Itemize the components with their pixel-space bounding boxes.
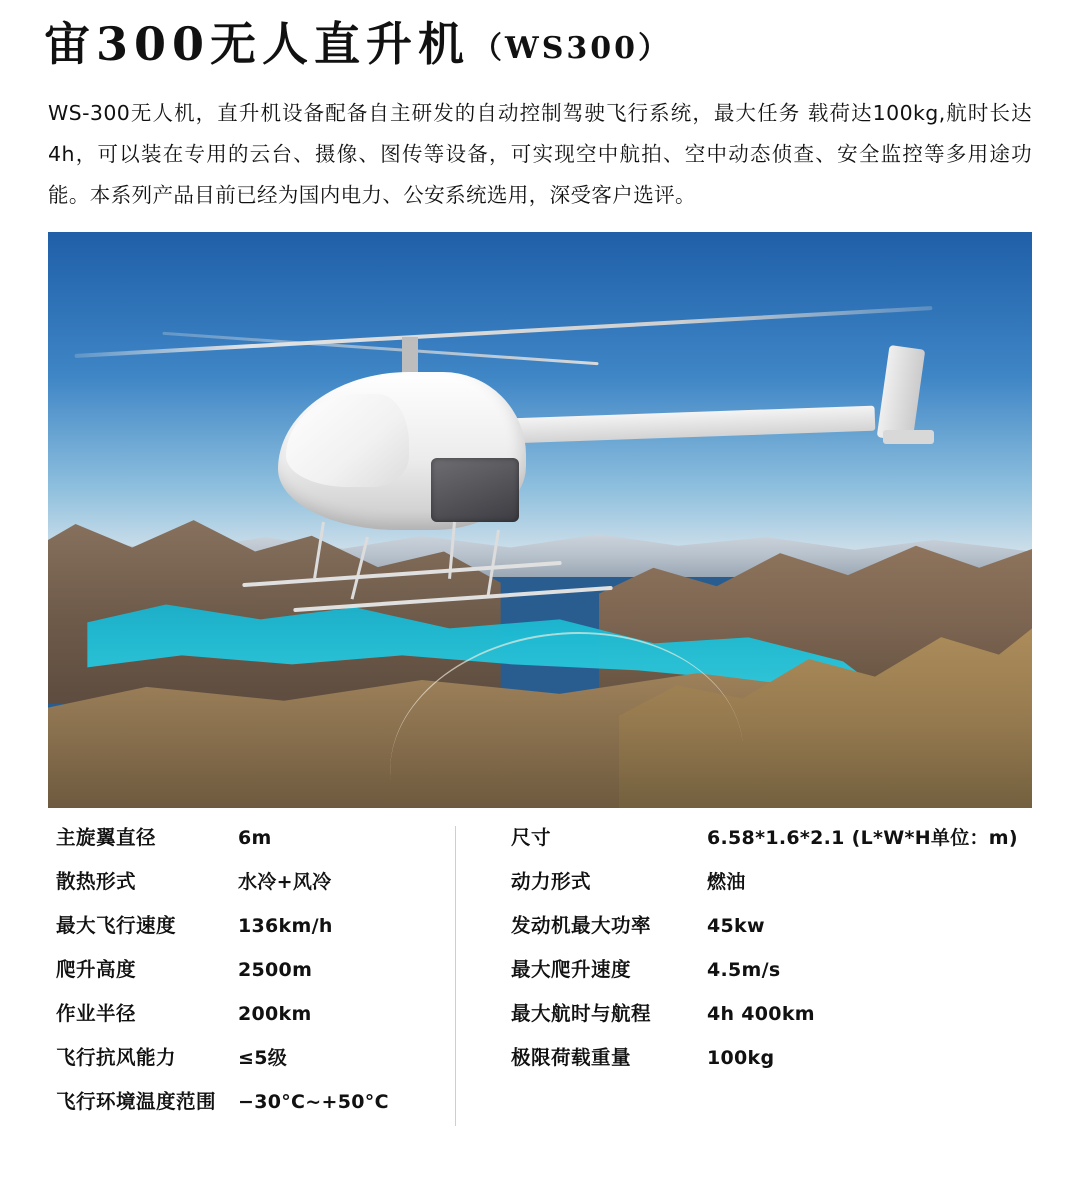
spec-label: 最大爬升速度 xyxy=(511,957,632,981)
spec-row xyxy=(511,1042,1071,1070)
spec-value: 6m xyxy=(238,826,272,849)
specifications-table xyxy=(0,822,1080,1130)
spec-value: 45kw xyxy=(707,914,765,937)
title-model-code: （WS300） xyxy=(472,31,672,66)
spec-value: 水冷+风冷 xyxy=(238,870,332,893)
spec-row xyxy=(56,866,456,894)
page-title xyxy=(0,0,1080,71)
title-main-text: 宙300无人直升机 xyxy=(44,17,471,71)
spec-value: 6.58*1.6*2.1 (L*W*H单位：m) xyxy=(707,826,1018,849)
spec-label: 爬升高度 xyxy=(56,957,137,981)
spec-row xyxy=(56,910,456,938)
landing-strut xyxy=(486,529,500,596)
tail-fin xyxy=(876,345,925,442)
spec-label: 飞行环境温度范围 xyxy=(56,1089,217,1113)
spec-value: 100kg xyxy=(707,1046,775,1069)
spec-value: 4h 400km xyxy=(707,1002,815,1025)
engine-block xyxy=(431,458,518,522)
spec-value: ≤5级 xyxy=(238,1046,288,1069)
helicopter-illustration xyxy=(205,301,933,658)
spec-column-right xyxy=(511,822,1071,1130)
spec-row xyxy=(56,954,456,982)
canopy xyxy=(286,394,410,487)
spec-value: 200km xyxy=(238,1002,312,1025)
spec-label: 最大航时与航程 xyxy=(511,1001,652,1025)
tail-rotor xyxy=(883,430,934,444)
landing-strut xyxy=(313,522,325,579)
spec-row xyxy=(56,1042,456,1070)
spec-label: 动力形式 xyxy=(511,869,592,893)
spec-label: 散热形式 xyxy=(56,869,137,893)
tail-boom xyxy=(511,405,876,443)
spec-value: 燃油 xyxy=(707,870,746,893)
spec-value: 4.5m/s xyxy=(707,958,781,981)
spec-value: 2500m xyxy=(238,958,313,981)
product-photo xyxy=(48,232,1032,808)
product-description: WS-300无人机，直升机设备配备自主研发的自动控制驾驶飞行系统，最大任务 载荷达100kg,航时长达 4h，可以装在专用的云台、摄像、图传等设备，可实现空中航拍、空中动态侦查、安全监控等多用途功能。本系列产品目前已经为国内电力、公安系统选用，深受客户选评。 xyxy=(48,100,1032,207)
landing-strut xyxy=(350,536,368,599)
spec-row xyxy=(511,998,1071,1026)
spec-value: −30°C~+50°C xyxy=(238,1090,389,1113)
landing-skid-left xyxy=(242,561,562,587)
spec-row xyxy=(511,822,1071,850)
spec-label: 极限荷载重量 xyxy=(511,1045,632,1069)
spec-row xyxy=(56,822,456,850)
landing-skid-right xyxy=(293,586,613,612)
spec-label: 飞行抗风能力 xyxy=(56,1045,177,1069)
spec-label: 尺寸 xyxy=(511,825,552,849)
photo-illustration xyxy=(48,232,1032,808)
spec-row xyxy=(511,866,1071,894)
spec-row xyxy=(511,910,1071,938)
spec-label: 作业半径 xyxy=(56,1001,137,1025)
spec-label: 发动机最大功率 xyxy=(511,913,652,937)
spec-row xyxy=(56,998,456,1026)
spec-value: 136km/h xyxy=(238,914,333,937)
spec-row xyxy=(56,1086,456,1114)
spec-label: 最大飞行速度 xyxy=(56,913,177,937)
spec-label: 主旋翼直径 xyxy=(56,825,157,849)
spec-row xyxy=(511,954,1071,982)
spec-column-left xyxy=(56,822,456,1130)
